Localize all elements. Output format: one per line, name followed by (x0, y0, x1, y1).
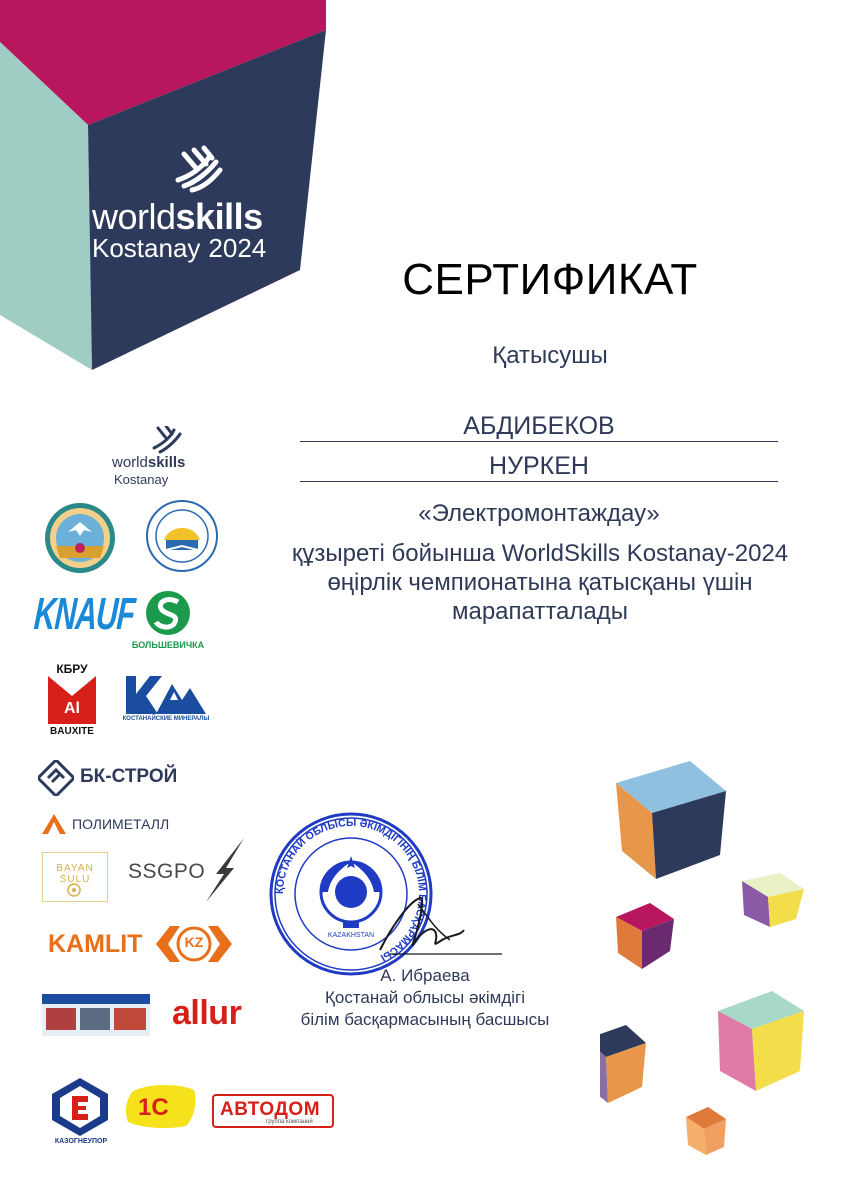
award-line-2: өңірлік чемпионатына қатысқаны үшін (327, 569, 753, 596)
kamlit-badge-text: KZ (184, 934, 204, 950)
kostanay-minerals-wordmark: КОСТАНАЙСКИЕ МИНЕРАЛЫ (122, 716, 210, 722)
ssgpo-wordmark: SSGPO (128, 860, 206, 883)
sponsor-dealer-banner-image (42, 994, 150, 1036)
sponsor-bayan-sulu (42, 852, 108, 902)
participant-surname: АБДИБЕКОВ (300, 412, 778, 442)
1c-wordmark: 1С (138, 1094, 169, 1121)
sponsor-bk-stroy (38, 758, 178, 798)
bk-stroy-emblem-icon (38, 760, 74, 796)
polymetal-emblem-icon (42, 814, 66, 834)
bolshevichka-wordmark: БОЛЬШЕВИЧКА (131, 640, 205, 650)
sponsor-polymetal (42, 812, 182, 836)
kostanay-minerals-emblem-icon (126, 670, 206, 714)
worldskills-small-city: Kostanay (114, 472, 169, 487)
kbru-top-text: КБРУ (56, 662, 88, 676)
kazogneupor-wordmark: КАЗОГНЕУПОР (54, 1138, 108, 1145)
signatory-position-line-2: білім басқармасының басшысы (300, 1010, 550, 1029)
sponsor-1c (124, 1082, 198, 1130)
sponsor-avtodom (212, 1094, 334, 1128)
sponsor-kamlit (48, 924, 238, 964)
sponsor-knauf-logo: KNAUF (32, 590, 137, 640)
competency-name: «Электромонтаждау» (418, 500, 660, 527)
sponsor-ssgpo (128, 838, 244, 902)
hero-city-year: Kostanay 2024 (92, 233, 267, 263)
avtodom-wordmark: АВТОДОМ (220, 1099, 321, 1120)
cube-magenta-icon (616, 903, 674, 969)
award-line-1: құзыреті бойынша WorldSkills Kostanay-2024 (291, 540, 789, 567)
certificate-title: СЕРТИФИКАТ (402, 255, 698, 304)
cube-large-icon (616, 761, 726, 879)
bayan-sulu-emblem-icon (67, 883, 81, 897)
award-text (270, 539, 810, 626)
hero-cube-graphic (0, 0, 340, 370)
kamlit-wordmark: KAMLIT (48, 930, 143, 958)
polymetal-wordmark: ПОЛИМЕТАЛЛ (72, 816, 170, 832)
sponsor-kostanay-minerals (122, 670, 210, 726)
cube-orange-icon (686, 1107, 726, 1155)
hero-worldskills-wordmark: worldskills (92, 196, 263, 237)
decorative-cubes (600, 755, 830, 1175)
participant-given-name: НУРКЕН (300, 452, 778, 482)
kbru-bottom-text: BAUXITE (50, 726, 94, 737)
signatory-name: А. Ибраева (380, 966, 470, 985)
sponsor-allur-logo: allur (172, 994, 242, 1032)
bayan-sulu-wordmark: BAYAN SULU (56, 863, 94, 885)
seal-ring-text: ҚОСТАНАЙ ОБЛЫСЫ ӘКІМДІГІНІҢ БІЛІМ БАСҚАРМАСЫ (273, 816, 429, 964)
education-department-emblem-icon (146, 500, 218, 572)
signature-scribble (360, 890, 520, 960)
cube-yellow-icon (742, 873, 804, 927)
signatory-position-line-1: Қостанай облысы әкімдігі (324, 988, 525, 1007)
sponsor-worldskills-kostanay (112, 422, 186, 492)
participant-role: Қатысушы (492, 342, 608, 369)
kbru-mid-text: Al (64, 700, 80, 717)
kazogneupor-emblem-icon (52, 1078, 108, 1136)
award-line-3: марапатталады (451, 598, 629, 625)
kostanay-region-emblem-icon (44, 502, 116, 574)
cube-pink-icon (718, 991, 804, 1091)
sponsor-bolshevichka (130, 590, 206, 652)
worldskills-small-emblem-icon (152, 426, 184, 454)
ssgpo-emblem-icon (206, 838, 244, 902)
sponsor-kbru-bauxite (44, 662, 100, 740)
worldskills-small-wordmark: worldskills (112, 454, 186, 471)
bk-stroy-wordmark: БК-СТРОЙ (80, 766, 178, 787)
cube-navy-icon (600, 1025, 646, 1103)
sponsor-kazogneupor (50, 1078, 112, 1150)
avtodom-subtitle: группа компаний (266, 1119, 313, 1125)
bolshevichka-emblem-icon (138, 590, 198, 636)
seal-country: KAZAKHSTAN (327, 932, 375, 939)
